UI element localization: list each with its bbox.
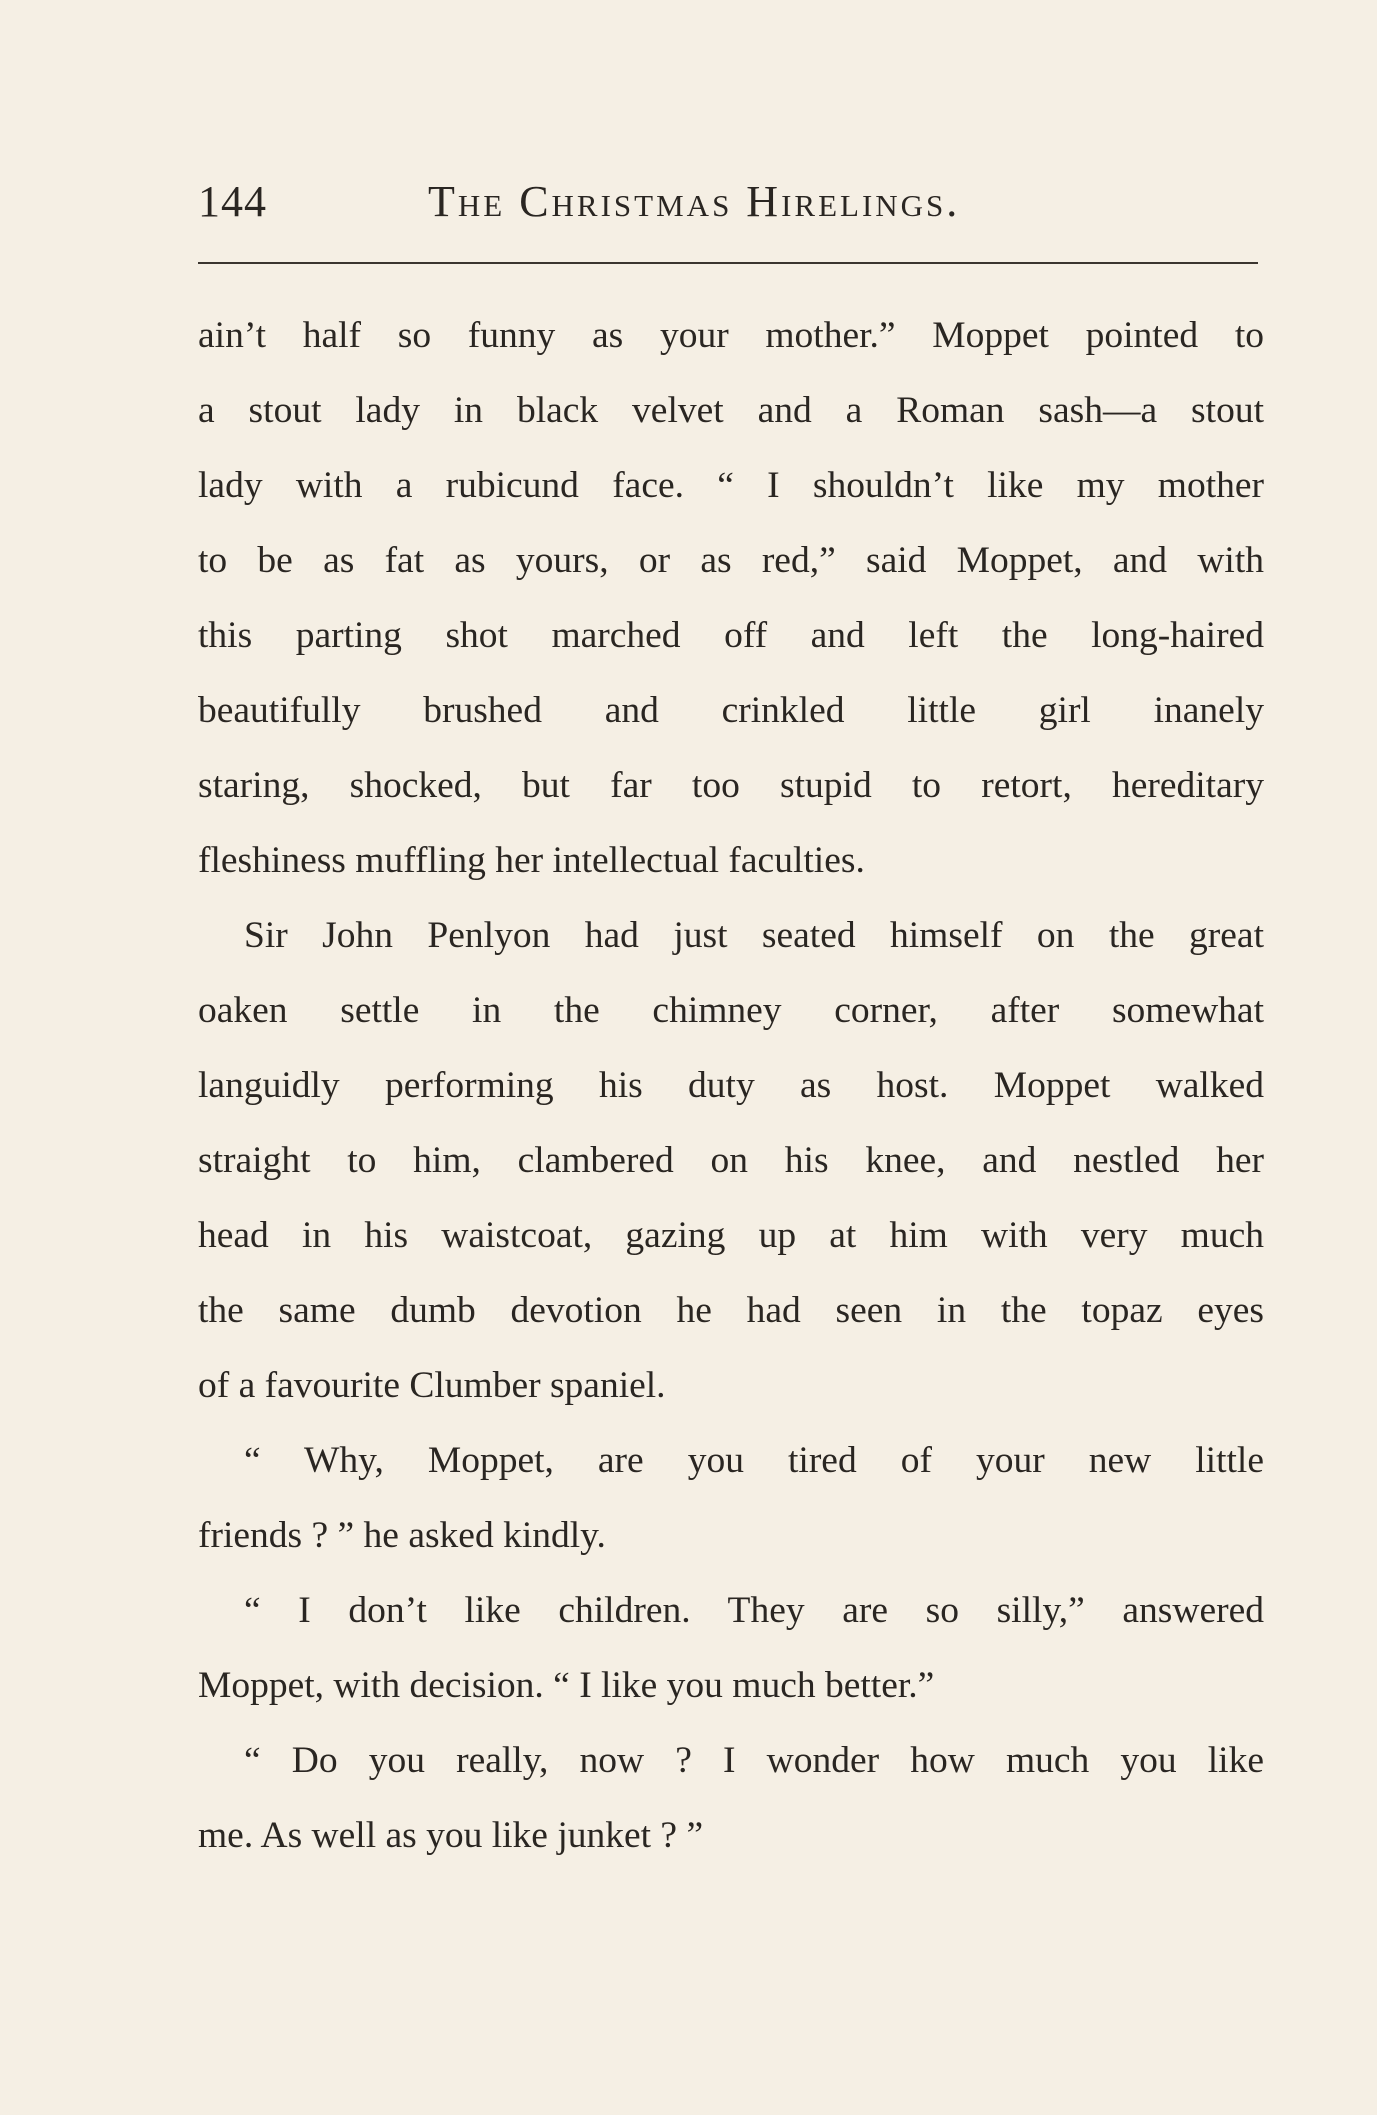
text-line: me. As well as you like junket ? ”: [198, 1815, 704, 1856]
text-line: “ Why, Moppet, are you tired of your new little: [244, 1440, 1264, 1481]
text-line: “ I don’t like children. They are so silly,” answered: [244, 1590, 1264, 1631]
text-line: fleshiness muffling her intellectual faculties.: [198, 840, 865, 881]
text-line: beautifully brushed and crinkled little girl inanely: [198, 690, 1264, 731]
text-line: staring, shocked, but far too stupid to retort, hereditary: [198, 765, 1264, 806]
text-line: languidly performing his duty as host. Moppet walked: [198, 1065, 1264, 1106]
text-line: the same dumb devotion he had seen in the topaz eyes: [198, 1290, 1264, 1331]
text-line: this parting shot marched off and left the long-haired: [198, 615, 1264, 656]
text-line: “ Do you really, now ? I wonder how much you like: [244, 1740, 1264, 1781]
text-line: straight to him, clambered on his knee, and nestled her: [198, 1140, 1264, 1181]
running-title: The Christmas Hirelings.: [428, 177, 961, 226]
text-line: of a favourite Clumber spaniel.: [198, 1365, 666, 1406]
page-header: [198, 176, 1258, 236]
text-line: oaken settle in the chimney corner, after somewhat: [198, 990, 1264, 1031]
text-line: head in his waistcoat, gazing up at him with very much: [198, 1215, 1264, 1256]
text-line: lady with a rubicund face. “ I shouldn’t like my mother: [198, 465, 1264, 506]
text-line: friends ? ” he asked kindly.: [198, 1515, 606, 1556]
text-line: a stout lady in black velvet and a Roman sash—a stout: [198, 390, 1264, 431]
text-line: to be as fat as yours, or as red,” said Moppet, and with: [198, 540, 1264, 581]
text-line: ain’t half so funny as your mother.” Moppet pointed to: [198, 315, 1264, 356]
header-rule: [198, 262, 1258, 264]
page-number: 144: [198, 177, 267, 226]
text-line: Moppet, with decision. “ I like you much better.”: [198, 1665, 935, 1706]
body-text: [198, 298, 1264, 1873]
text-line: Sir John Penlyon had just seated himself on the great: [244, 915, 1264, 956]
